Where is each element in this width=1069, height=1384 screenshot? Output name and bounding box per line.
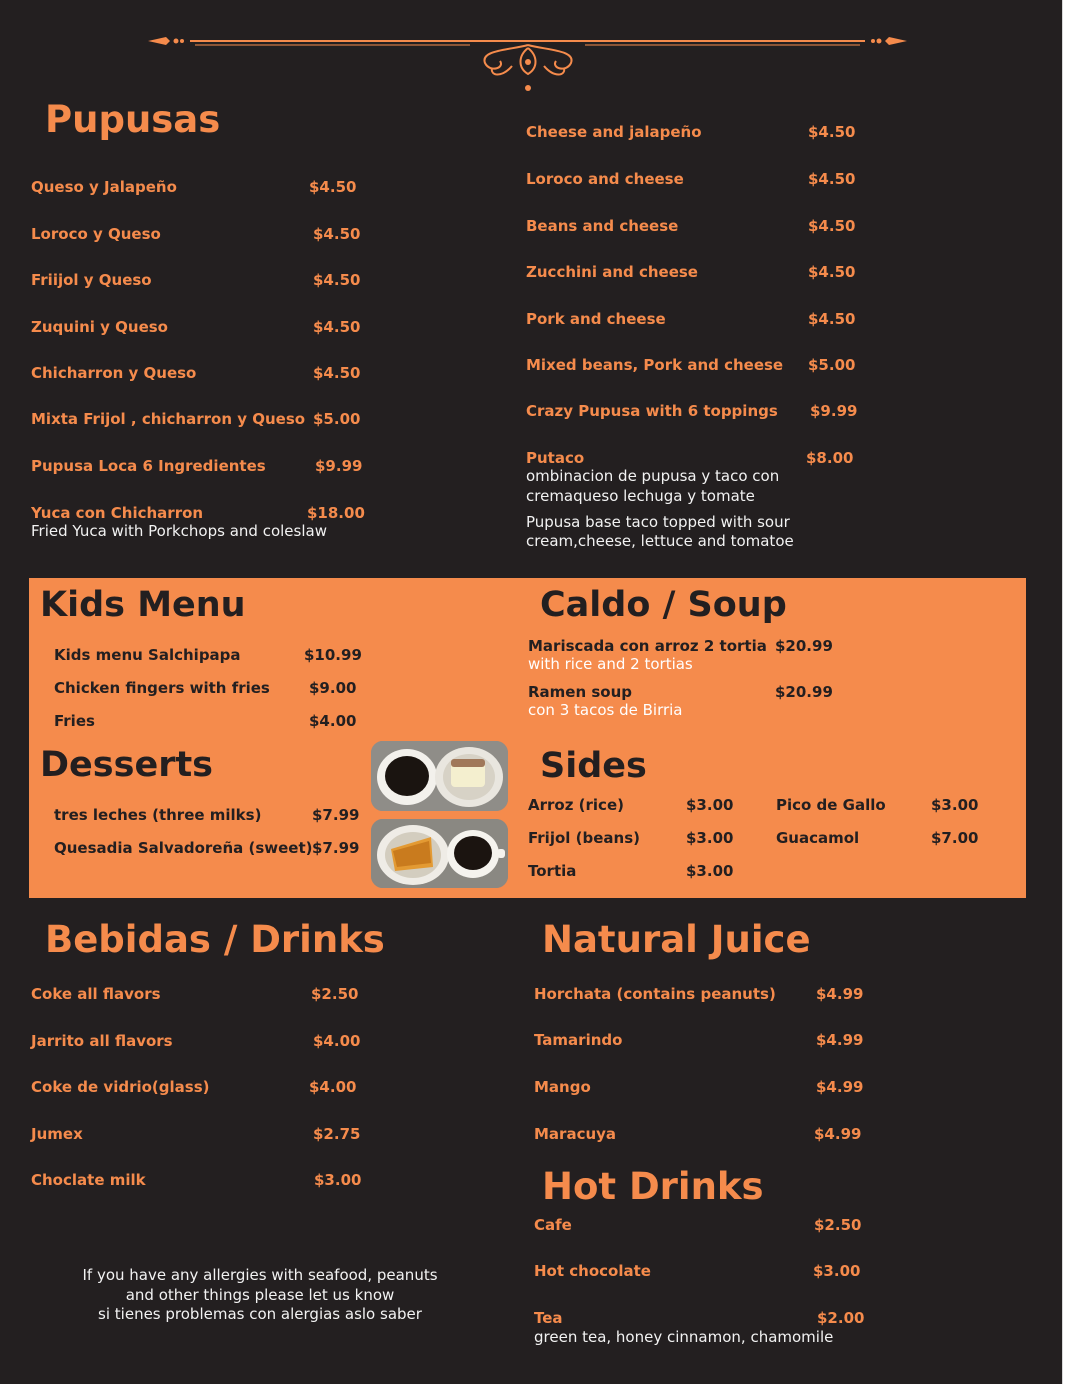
pupusa-en-price: $4.50 [808, 170, 856, 188]
drink-item-name: Jarrito all flavors [31, 1032, 173, 1050]
drink-item-price: $4.00 [309, 1078, 357, 1096]
hot-drink-item-price: $3.00 [813, 1262, 861, 1280]
pupusa-es-price: $4.50 [313, 318, 361, 336]
pupusa-en-name: Zucchini and cheese [526, 263, 698, 281]
pupusa-es-price: $9.99 [315, 457, 363, 475]
soup-item-description: con 3 tacos de Birria [528, 701, 683, 719]
kids-item-price: $9.00 [309, 679, 357, 697]
side-item-name: Guacamol [776, 829, 860, 847]
pupusa-es-name: Friijol y Queso [31, 271, 152, 289]
drink-item-price: $2.50 [311, 985, 359, 1003]
juice-item-name: Maracuya [534, 1125, 617, 1143]
juice-item-price: $4.99 [816, 985, 864, 1003]
dessert-item-price: $7.99 [312, 839, 360, 857]
kids-menu-title: Kids Menu [40, 585, 246, 625]
pupusa-es-name: Loroco y Queso [31, 225, 161, 243]
ornament-divider-icon [140, 28, 915, 94]
pupusa-en-name: Putaco [526, 449, 585, 467]
hot-drink-item-name: Tea [534, 1309, 563, 1327]
pupusa-en-name: Loroco and cheese [526, 170, 684, 188]
pupusa-es-price: $4.50 [309, 178, 357, 196]
allergy-line: si tienes problemas con alergias aslo saber [98, 1305, 422, 1323]
drink-item-name: Coke all flavors [31, 985, 161, 1003]
side-item-price: $7.00 [931, 829, 979, 847]
pupusa-en-price: $4.50 [808, 263, 856, 281]
allergy-line: If you have any allergies with seafood, peanuts [82, 1266, 438, 1284]
pupusa-en-price: $5.00 [808, 356, 856, 374]
pupusa-es-price: $4.50 [313, 225, 361, 243]
soup-item-price: $20.99 [775, 637, 833, 655]
pupusa-es-description: Fried Yuca with Porkchops and coleslaw [31, 522, 327, 540]
hot-drinks-title: Hot Drinks [542, 1165, 764, 1208]
kids-item-name: Kids menu Salchipapa [54, 646, 241, 664]
putaco-description-es: cremaqueso lechuga y tomate [526, 487, 755, 505]
pupusa-es-name: Zuquini y Queso [31, 318, 168, 336]
putaco-description-en: Pupusa base taco topped with sour [526, 513, 790, 531]
pupusa-en-name: Crazy Pupusa with 6 toppings [526, 402, 778, 420]
dessert-item-name: tres leches (three milks) [54, 806, 262, 824]
dessert-item-price: $7.99 [312, 806, 360, 824]
kids-item-name: Fries [54, 712, 95, 730]
sides-title: Sides [540, 746, 647, 786]
drink-item-name: Coke de vidrio(glass) [31, 1078, 210, 1096]
kids-item-name: Chicken fingers with fries [54, 679, 270, 697]
kids-item-price: $4.00 [309, 712, 357, 730]
side-item-price: $3.00 [931, 796, 979, 814]
pupusa-en-name: Cheese and jalapeño [526, 123, 702, 141]
quesadilla-photo [371, 819, 508, 888]
pupusa-en-price: $4.50 [808, 217, 856, 235]
pupusa-en-price: $9.99 [810, 402, 858, 420]
pupusa-es-name: Chicharron y Queso [31, 364, 197, 382]
scrollbar-track[interactable] [1062, 0, 1069, 1384]
juice-item-price: $4.99 [816, 1078, 864, 1096]
caldo-soup-title: Caldo / Soup [540, 585, 787, 625]
juice-item-name: Mango [534, 1078, 591, 1096]
hot-drink-item-name: Cafe [534, 1216, 572, 1234]
drinks-title: Bebidas / Drinks [45, 918, 385, 961]
pupusas-title: Pupusas [45, 98, 221, 141]
kids-item-price: $10.99 [304, 646, 362, 664]
pupusa-es-name: Pupusa Loca 6 Ingredientes [31, 457, 266, 475]
drink-item-name: Choclate milk [31, 1171, 146, 1189]
pupusa-en-price: $4.50 [808, 310, 856, 328]
pupusa-es-price: $4.50 [313, 364, 361, 382]
side-item-name: Tortia [528, 862, 577, 880]
soup-item-name: Ramen soup [528, 683, 633, 701]
pupusa-es-name: Mixta Frijol , chicharron y Queso [31, 410, 306, 428]
putaco-description-es: ombinacion de pupusa y taco con [526, 467, 780, 485]
drink-item-price: $2.75 [313, 1125, 361, 1143]
pupusa-en-name: Pork and cheese [526, 310, 666, 328]
pupusa-es-price: $18.00 [307, 504, 365, 522]
soup-item-price: $20.99 [775, 683, 833, 701]
tres-leches-photo [371, 741, 508, 811]
hot-drink-item-price: $2.50 [814, 1216, 862, 1234]
pupusa-en-price: $8.00 [806, 449, 854, 467]
side-item-name: Pico de Gallo [776, 796, 886, 814]
pupusa-es-price: $5.00 [313, 410, 361, 428]
allergy-line: and other things please let us know [125, 1285, 395, 1304]
drink-item-price: $4.00 [313, 1032, 361, 1050]
side-item-price: $3.00 [686, 829, 734, 847]
hot-drink-item-price: $2.00 [817, 1309, 865, 1327]
juice-item-name: Tamarindo [534, 1031, 623, 1049]
soup-item-description: with rice and 2 tortias [528, 655, 693, 673]
drink-item-price: $3.00 [314, 1171, 362, 1189]
hot-drink-item-description: green tea, honey cinnamon, chamomile [534, 1328, 834, 1346]
natural-juice-title: Natural Juice [542, 918, 811, 961]
side-item-price: $3.00 [686, 796, 734, 814]
side-item-price: $3.00 [686, 862, 734, 880]
soup-item-name: Mariscada con arroz 2 tortia [528, 637, 767, 655]
drink-item-name: Jumex [31, 1125, 83, 1143]
juice-item-price: $4.99 [814, 1125, 862, 1143]
putaco-description-en: cream,cheese, lettuce and tomatoe [526, 532, 794, 550]
juice-item-name: Horchata (contains peanuts) [534, 985, 776, 1003]
pupusa-en-price: $4.50 [808, 123, 856, 141]
side-item-name: Frijol (beans) [528, 829, 640, 847]
desserts-title: Desserts [40, 745, 214, 785]
pupusa-en-name: Beans and cheese [526, 217, 679, 235]
hot-drink-item-name: Hot chocolate [534, 1262, 651, 1280]
side-item-name: Arroz (rice) [528, 796, 624, 814]
pupusa-es-name: Queso y Jalapeño [31, 178, 177, 196]
juice-item-price: $4.99 [816, 1031, 864, 1049]
dessert-item-name: Quesadia Salvadoreña (sweet) [54, 839, 313, 857]
pupusa-en-name: Mixed beans, Pork and cheese [526, 356, 784, 374]
pupusa-es-price: $4.50 [313, 271, 361, 289]
allergy-notice [40, 1266, 480, 1325]
pupusa-es-name: Yuca con Chicharron [31, 504, 204, 522]
